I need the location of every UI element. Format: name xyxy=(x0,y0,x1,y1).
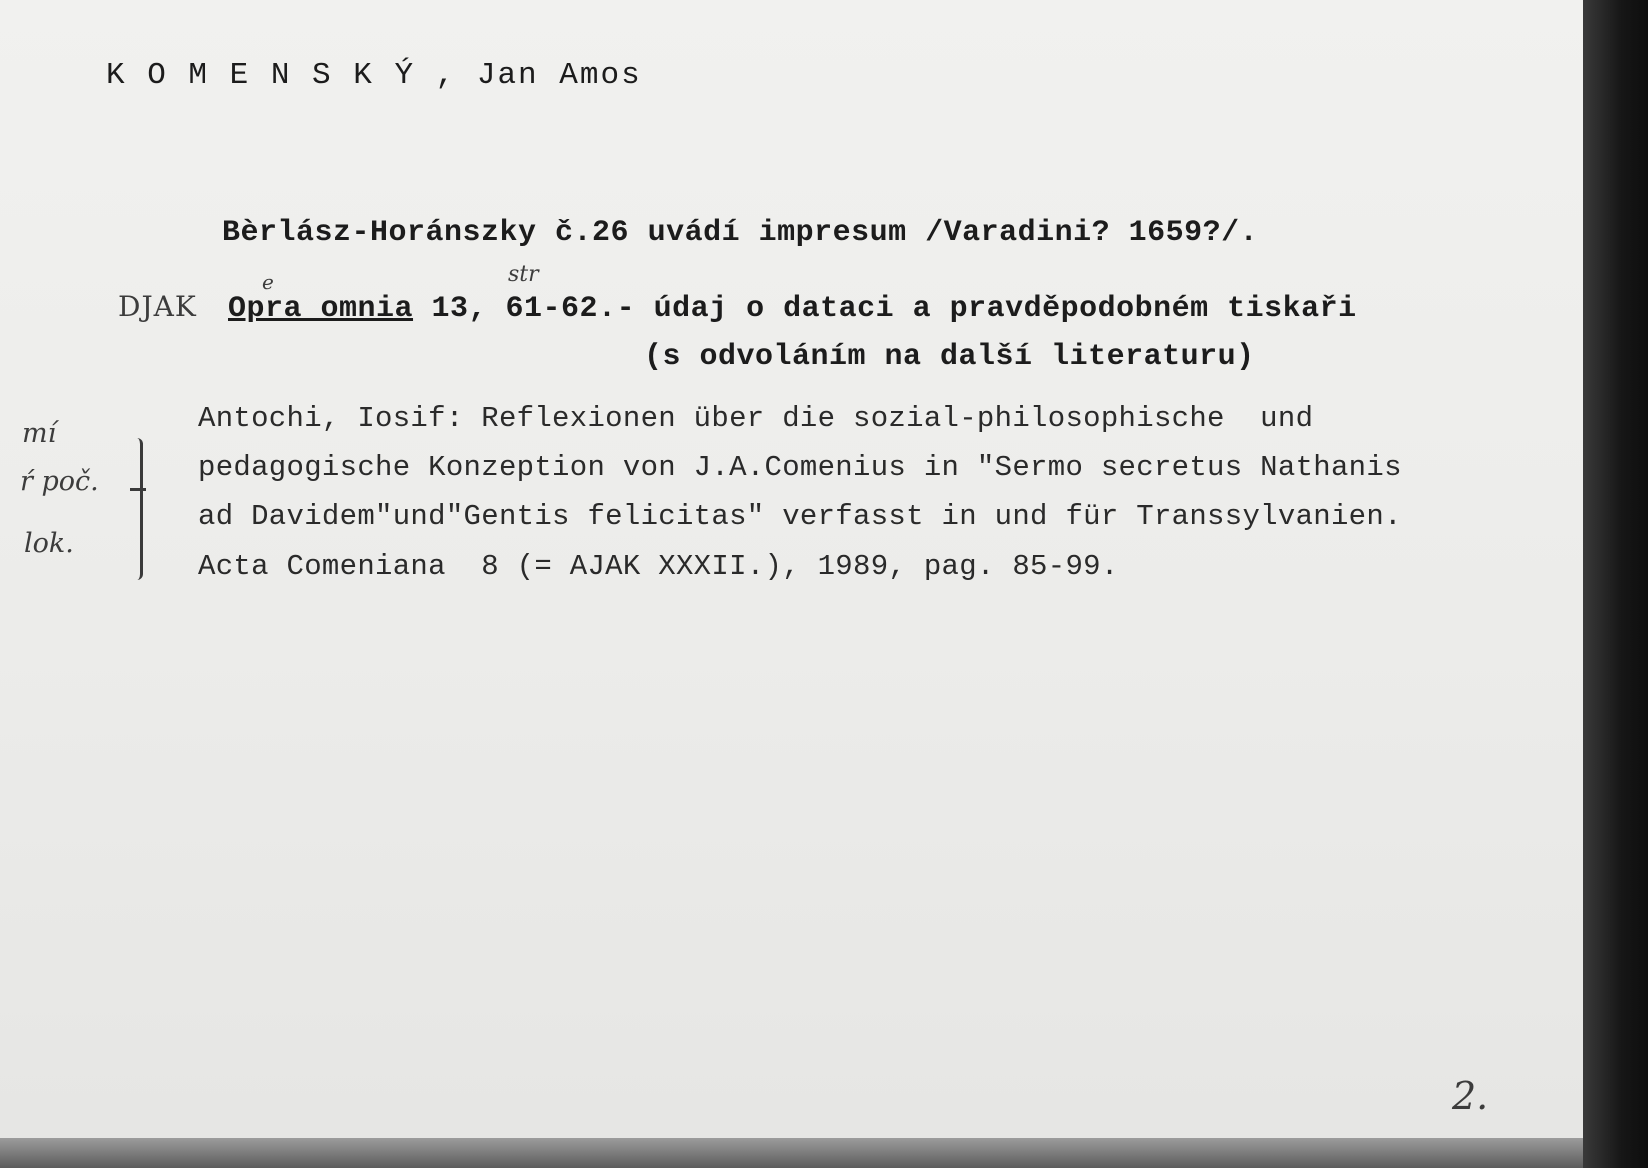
margin-note-2: ŕ poč. xyxy=(20,466,99,497)
handwritten-prefix: DJAK xyxy=(118,290,197,323)
margin-bracket xyxy=(128,438,143,580)
opera-title: Opra omnia xyxy=(228,292,414,326)
handwritten-insert-e: e xyxy=(262,270,274,294)
margin-note-1: mí xyxy=(22,418,57,449)
bracket-tick xyxy=(130,488,146,491)
margin-note-3: lok. xyxy=(24,528,74,559)
scan-edge-right xyxy=(1583,0,1648,1168)
page-number: 2. xyxy=(1452,1074,1489,1118)
berlasz-line: Bèrlász-Horánszky č.26 uvádí impresum /Varadini? 1659?/. xyxy=(222,216,1259,250)
opera-line xyxy=(228,292,1357,326)
card-heading: K O M E N S K Ý , Jan Amos xyxy=(106,58,642,93)
scan-edge-bottom xyxy=(0,1138,1583,1168)
antochi-line-1: Antochi, Iosif: Reflexionen über die sozial-philosophische und xyxy=(198,402,1314,435)
antochi-line-4: Acta Comeniana 8 (= AJAK XXXII.), 1989, pag. 85-99. xyxy=(198,550,1119,583)
opera-rest: 13, 61-62.- údaj o dataci a pravděpodobném tiskaři xyxy=(413,292,1357,326)
antochi-line-3: ad Davidem"und"Gentis felicitas" verfasst in und für Transsylvanien. xyxy=(198,500,1402,533)
antochi-line-2: pedagogische Konzeption von J.A.Comenius in "Sermo secretus Nathanis xyxy=(198,451,1402,484)
opera-continuation: (s odvoláním na další literaturu) xyxy=(644,340,1255,374)
handwritten-insert-str: str xyxy=(508,262,539,287)
